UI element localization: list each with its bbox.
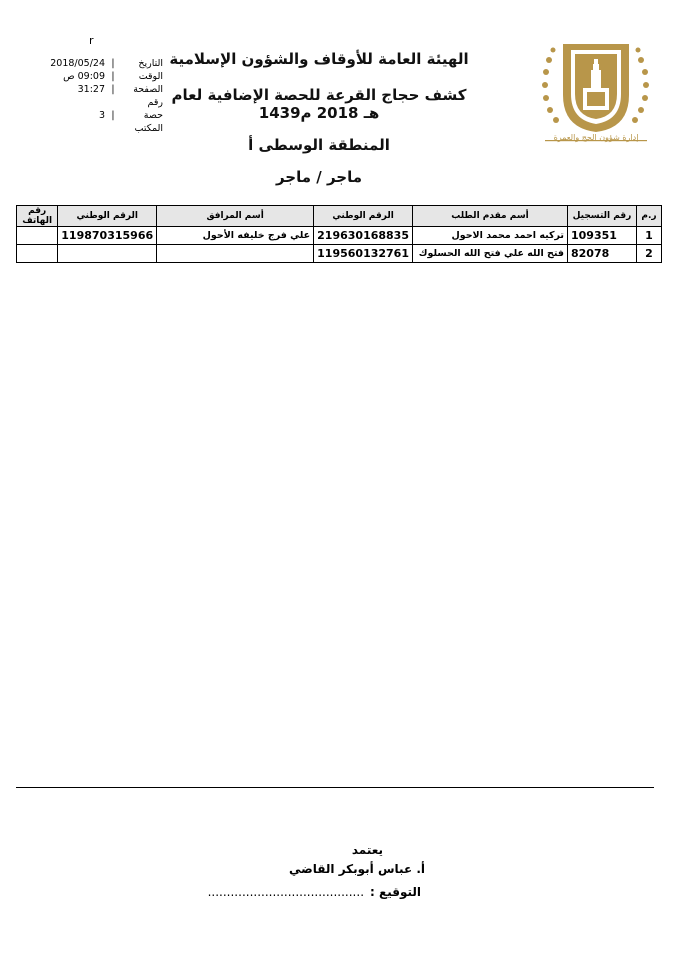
footer-divider bbox=[16, 787, 654, 788]
meta-row-date: التاريخ | 2018/05/24 bbox=[28, 57, 163, 70]
logo-caption: إدارة شؤون الحج والعمرة bbox=[553, 133, 639, 142]
meta-label: الصفحة رقم bbox=[133, 84, 163, 108]
cell-national-id: 119560132761 bbox=[314, 245, 413, 263]
meta-value: 31:27 bbox=[77, 84, 105, 95]
cell-phone bbox=[17, 245, 58, 263]
pilgrims-table bbox=[16, 205, 662, 263]
meta-value: 3 bbox=[98, 110, 105, 121]
header-companion-national-id: الرقم الوطني bbox=[58, 206, 157, 227]
header-companion-name: أسم المرافق bbox=[157, 206, 314, 227]
table-row bbox=[17, 227, 662, 245]
corner-mark: r bbox=[89, 34, 94, 47]
header-phone: رقم الهاتف bbox=[17, 206, 58, 227]
header-applicant-name: أسم مقدم الطلب bbox=[413, 206, 568, 227]
approve-label: يعتمد bbox=[351, 843, 383, 857]
approver-name: أ. عباس أبوبكر القاضي bbox=[289, 862, 425, 876]
cell-phone bbox=[17, 227, 58, 245]
cell-companion-name bbox=[157, 245, 314, 263]
cell-national-id: 219630168835 bbox=[314, 227, 413, 245]
meta-value: 09:09 ص bbox=[63, 71, 105, 82]
meta-row-quota: حصة المكتب | 3 bbox=[28, 109, 163, 135]
office-title: ماجر / ماجر bbox=[275, 168, 363, 186]
header-serial: ر.م bbox=[637, 206, 662, 227]
cell-applicant-name: تركيه احمد محمد الاحول bbox=[413, 227, 568, 245]
cell-companion-name: علي فرج خليفه الأحول bbox=[157, 227, 314, 245]
header-national-id: الرقم الوطني bbox=[314, 206, 413, 227]
region-title: المنطقة الوسطى أ bbox=[248, 136, 390, 154]
cell-serial: 2 bbox=[637, 245, 662, 263]
signature-line: ......................................... bbox=[207, 885, 365, 899]
table-header-row bbox=[17, 206, 662, 227]
signature-row bbox=[208, 885, 421, 899]
meta-label: التاريخ bbox=[138, 58, 163, 69]
cell-companion-national-id: 119870315966 bbox=[58, 227, 157, 245]
signature-label: التوقيع : bbox=[370, 885, 421, 899]
meta-label: حصة المكتب bbox=[134, 110, 163, 134]
report-year: 1439هـ 2018 م bbox=[258, 104, 380, 122]
cell-companion-national-id bbox=[58, 245, 157, 263]
meta-row-time: الوقت | 09:09 ص bbox=[28, 70, 163, 83]
cell-registration-number: 109351 bbox=[568, 227, 637, 245]
meta-value: 2018/05/24 bbox=[50, 58, 105, 69]
report-title: كشف حجاج القرعة للحصة الإضافية لعام bbox=[171, 86, 467, 104]
meta-row-page: الصفحة رقم | 31:27 bbox=[28, 83, 163, 109]
org-name: الهيئة العامة للأوقاف والشؤون الإسلامية bbox=[169, 50, 469, 68]
header-registration-number: رقم التسجيل bbox=[568, 206, 637, 227]
cell-registration-number: 82078 bbox=[568, 245, 637, 263]
meta-label: الوقت bbox=[138, 71, 163, 82]
cell-applicant-name: فتح الله علي فتح الله الحسلوك bbox=[413, 245, 568, 263]
table-row bbox=[17, 245, 662, 263]
cell-serial: 1 bbox=[637, 227, 662, 245]
